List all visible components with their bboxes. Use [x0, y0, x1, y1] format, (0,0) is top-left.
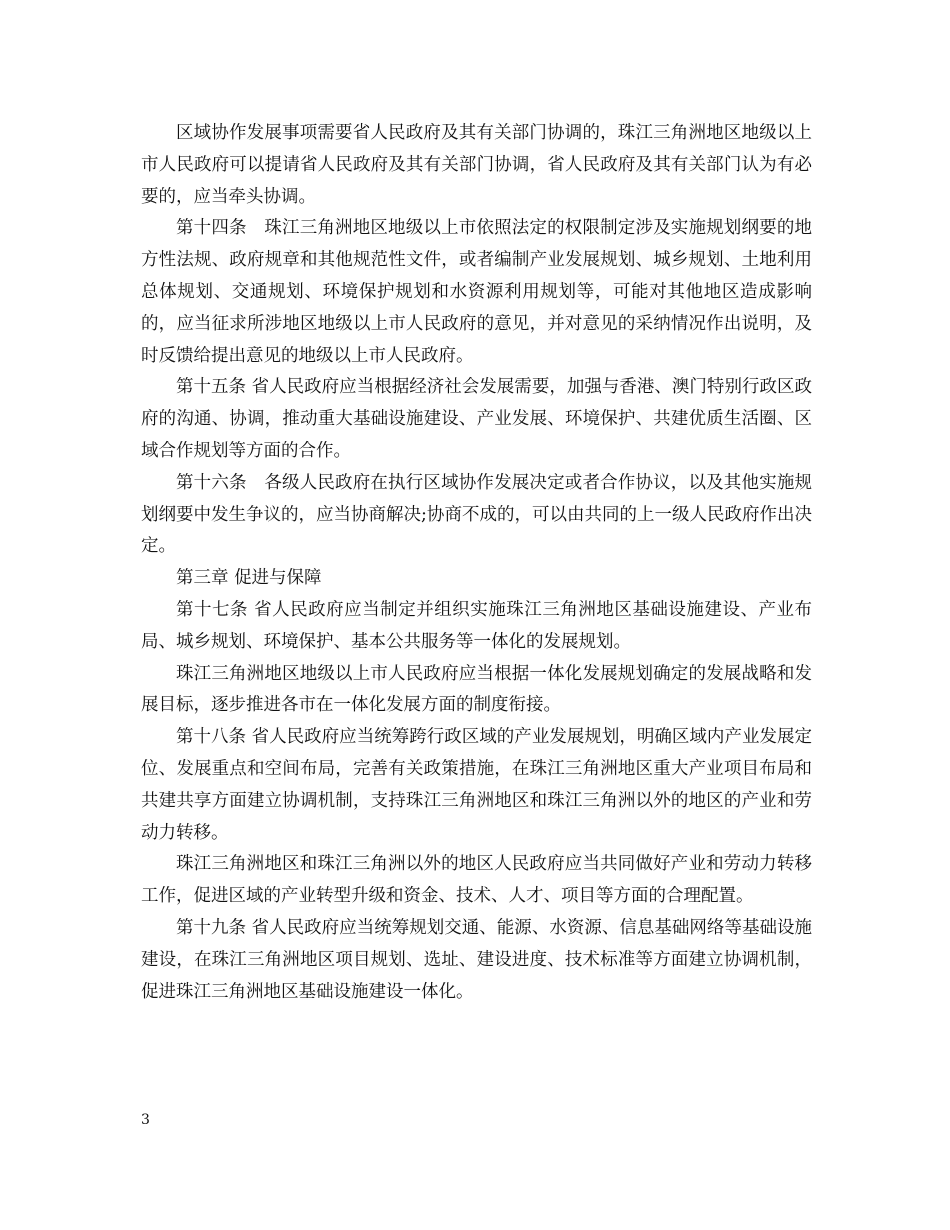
- chapter-heading: 第三章 促进与保障: [176, 568, 322, 589]
- article-17: 第十七条 省人民政府应当制定并组织实施珠江三角洲地区基础设施建设、产业布局、城乡规划、环境保护、基本公共服务等一体化的发展规划。: [141, 599, 812, 652]
- article-18: 第十八条 省人民政府应当统筹跨行政区域的产业发展规划，明确区域内产业发展定位、发展重点和空间布局，完善有关政策措施，在珠江三角洲地区重大产业项目布局和共建共享方面建立协调机制，支持珠江三角洲地区和珠江三角洲以外的地区的产业和劳动力转移。: [141, 727, 812, 843]
- paragraph: 区域协作发展事项需要省人民政府及其有关部门协调的，珠江三角洲地区地级以上市人民政府可以提请省人民政府及其有关部门协调，省人民政府及其有关部门认为有必要的，应当牵头协调。: [141, 123, 812, 207]
- article-15: 第十五条 省人民政府应当根据经济社会发展需要，加强与香港、澳门特别行政区政府的沟通、协调，推动重大基础设施建设、产业发展、环境保护、共建优质生活圈、区域合作规划等方面的合作。: [141, 377, 812, 461]
- article-14: 第十四条 珠江三角洲地区地级以上市依照法定的权限制定涉及实施规划纲要的地方性法规、政府规章和其他规范性文件，或者编制产业发展规划、城乡规划、土地利用总体规划、交通规划、环境保护规划和水资源利用规划等，可能对其他地区造成影响的，应当征求所涉地区地级以上市人民政府的意见，并对意见的采纳情况作出说明，及时反馈给提出意见的地级以上市人民政府。: [141, 218, 812, 366]
- article-16: 第十六条 各级人民政府在执行区域协作发展决定或者合作协议，以及其他实施规划纲要中发生争议的，应当协商解决;协商不成的，可以由共同的上一级人民政府作出决定。: [141, 472, 812, 557]
- paragraph: 珠江三角洲地区和珠江三角洲以外的地区人民政府应当共同做好产业和劳动力转移工作，促进区域的产业转型升级和资金、技术、人才、项目等方面的合理配置。: [141, 854, 812, 907]
- article-19: 第十九条 省人民政府应当统筹规划交通、能源、水资源、信息基础网络等基础设施建设，在珠江三角洲地区项目规划、选址、建设进度、技术标准等方面建立协调机制，促进珠江三角洲地区基础设施建设一体化。: [141, 917, 812, 1002]
- paragraph: 珠江三角洲地区地级以上市人民政府应当根据一体化发展规划确定的发展战略和发展目标，逐步推进各市在一体化发展方面的制度衔接。: [141, 663, 812, 716]
- page-number: 3: [141, 1112, 150, 1128]
- document-body: [141, 118, 812, 1008]
